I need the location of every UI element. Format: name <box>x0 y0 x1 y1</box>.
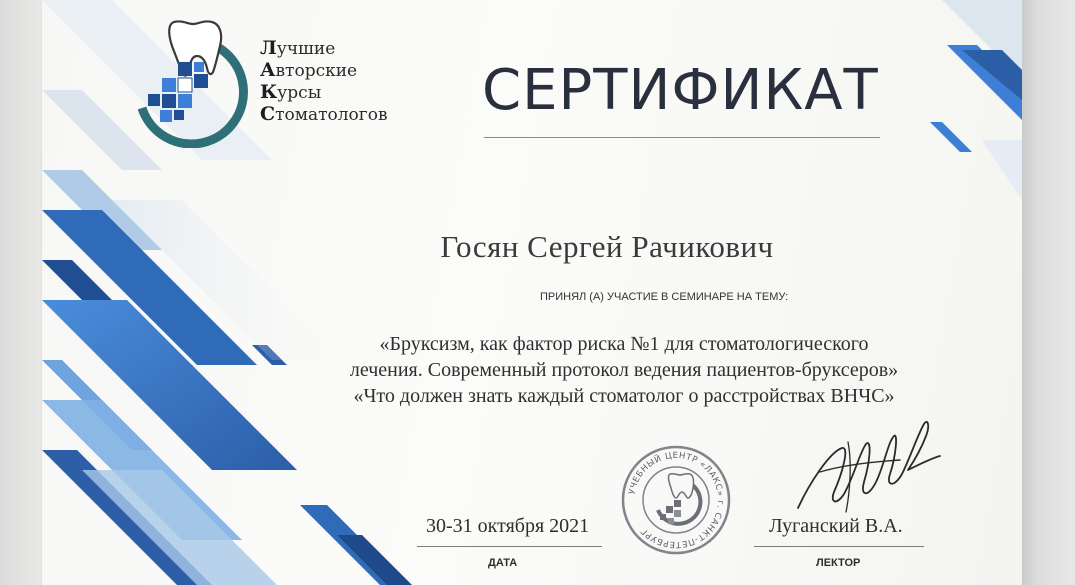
lecturer-rule <box>754 546 924 547</box>
stamp-text: УЧЕБНЫЙ ЦЕНТР «ЛАКС» г. САНКТ-ПЕТЕРБУРГ <box>627 450 726 550</box>
tooth-logo-icon <box>120 18 250 148</box>
lecturer-name: Луганский В.А. <box>769 515 903 537</box>
recipient-name: Госян Сергей Рачикович <box>440 229 774 264</box>
logo-line-2: Авторские <box>260 59 358 81</box>
logo-line-3: Курсы <box>260 81 322 103</box>
certificate-title: СЕРТИФИКАТ <box>482 58 879 123</box>
topic-line-1: «Бруксизм, как фактор риска №1 для стоматологического <box>379 333 869 355</box>
logo-line-4: Стоматологов <box>260 103 388 125</box>
background-left <box>0 0 42 585</box>
topic-line-2: лечения. Современный протокол ведения пациентов-бруксеров» <box>349 359 899 381</box>
topic-line-3: «Что должен знать каждый стоматолог о расстройствах ВНЧС» <box>353 385 895 407</box>
title-underline <box>484 137 880 138</box>
date-label: ДАТА <box>488 557 518 569</box>
background-right <box>1022 0 1075 585</box>
seminar-topic <box>294 331 954 409</box>
stamp-seal-icon <box>620 444 732 556</box>
date-value: 30-31 октября 2021 <box>426 515 590 537</box>
signature-icon <box>790 412 945 522</box>
date-rule <box>417 546 602 547</box>
participation-intro: ПРИНЯЛ (А) УЧАСТИЕ В СЕМИНАРЕ НА ТЕМУ: <box>540 291 789 303</box>
logo-wordmark <box>260 38 388 126</box>
lecturer-label: ЛЕКТОР <box>816 557 861 569</box>
logo-line-1: Лучшие <box>260 37 336 59</box>
certificate-sheet <box>42 0 1022 585</box>
